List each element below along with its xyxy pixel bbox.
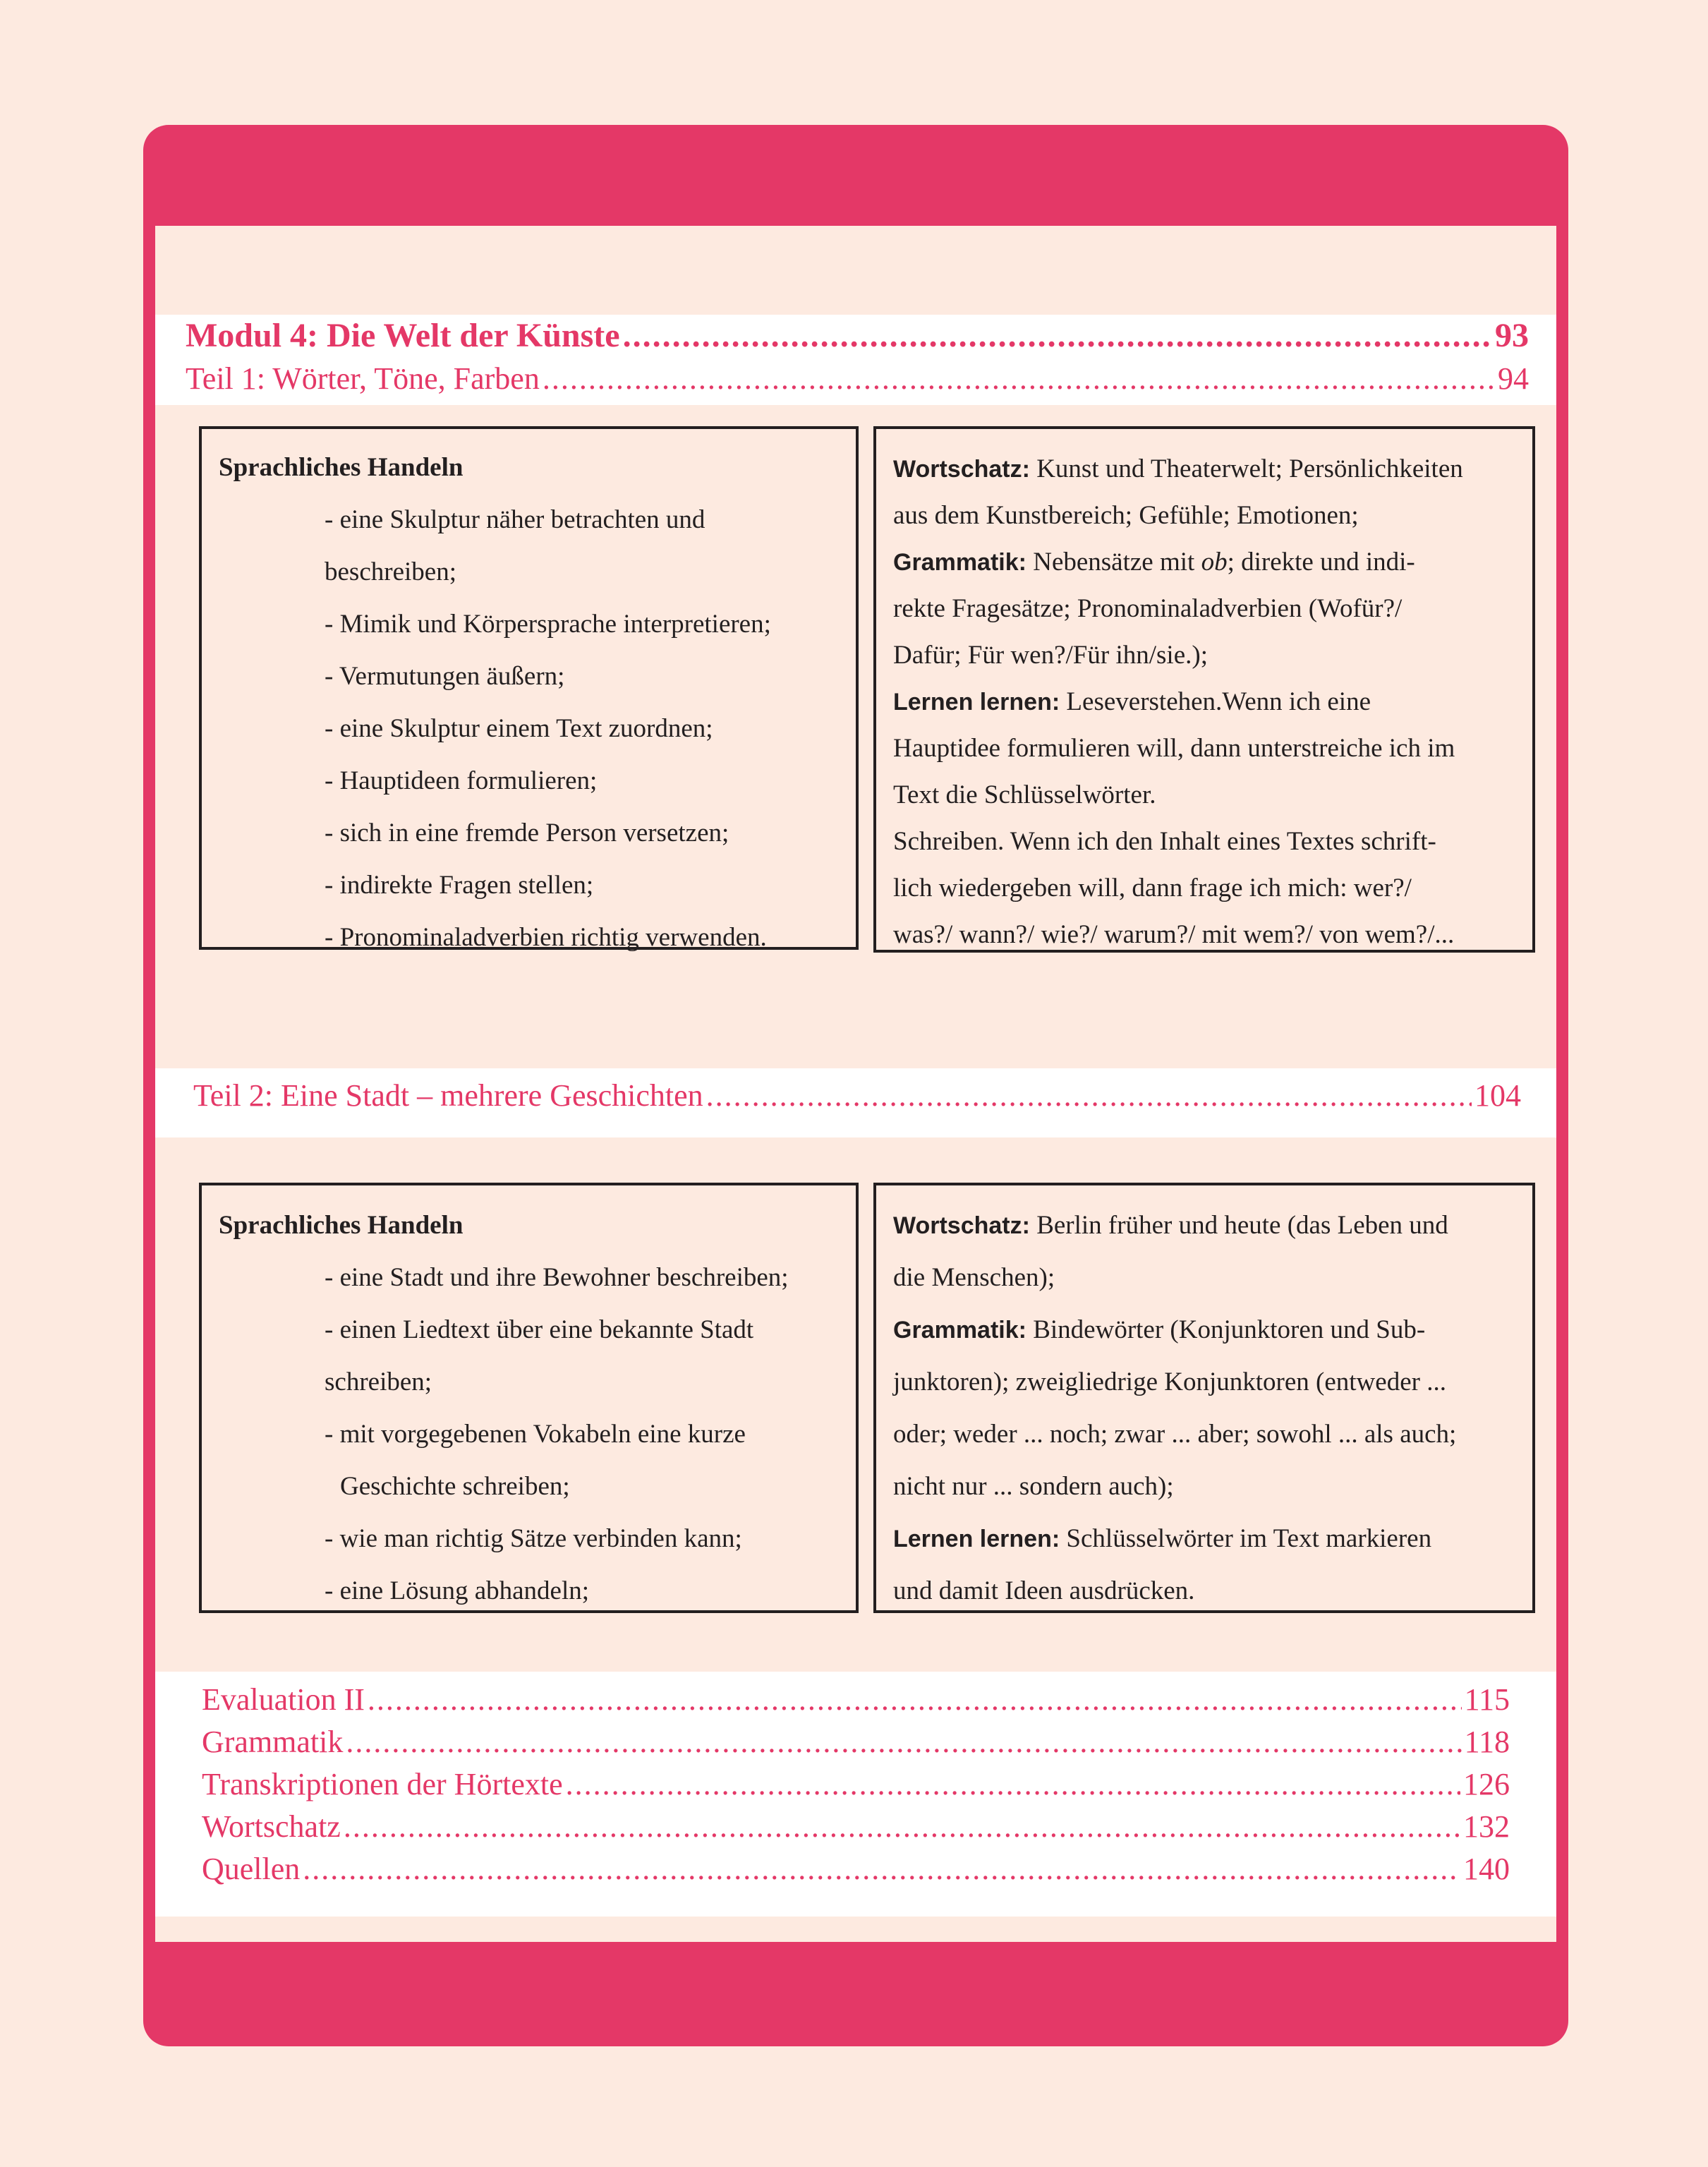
teil2-page: 104: [1474, 1078, 1521, 1113]
section-page: 132: [1463, 1809, 1510, 1844]
list-item: schreiben;: [325, 1368, 432, 1396]
dot-leader: [346, 1724, 1461, 1760]
lernen-label: Lernen lernen:: [893, 689, 1060, 716]
grammatik-label: Grammatik:: [893, 1317, 1026, 1344]
box-heading: Sprachliches Handeln: [219, 453, 464, 482]
teil1-page: 94: [1498, 361, 1529, 396]
teil2-title: Teil 2: Eine Stadt – mehrere Geschichten: [193, 1078, 703, 1113]
lernen-line: [893, 679, 1515, 725]
dot-leader: [543, 361, 1495, 397]
list-item: - eine Skulptur einem Text zuordnen;: [325, 714, 713, 743]
list-item: - eine Stadt und ihre Bewohner beschreiben;: [325, 1263, 789, 1292]
text: Nebensätze mit: [1026, 548, 1201, 577]
section-page: 118: [1464, 1725, 1510, 1759]
text-line: Dafür; Für wen?/Für ihn/sie.);: [893, 641, 1208, 670]
dot-leader: [344, 1809, 1460, 1845]
list-item: - eine Lösung abhandeln;: [325, 1576, 590, 1605]
text: Kunst und Theaterwelt; Persönlichkeiten: [1029, 454, 1463, 483]
dot-leader: [706, 1078, 1472, 1113]
list-item: beschreiben;: [325, 557, 456, 586]
text-line: aus dem Kunstbereich; Gefühle; Emotionen;: [893, 501, 1359, 530]
wortschatz-label: Wortschatz:: [893, 1212, 1030, 1239]
skill-list: [219, 1252, 839, 1617]
list-item: - Vermutungen äußern;: [325, 662, 565, 691]
box-heading: Sprachliches Handeln: [219, 1211, 464, 1240]
toc-end-section[interactable]: [202, 1682, 1510, 1724]
section-page: 115: [1464, 1682, 1510, 1717]
text-line: die Menschen);: [893, 1263, 1055, 1292]
section-title: Evaluation II: [202, 1682, 365, 1717]
list-item: - Pronominaladverbien richtig verwenden.: [325, 923, 767, 952]
list-item: - sich in eine fremde Person versetzen;: [325, 819, 729, 847]
teil2-wortschatz-box: [873, 1183, 1535, 1613]
text: Leseverstehen.Wenn ich eine: [1060, 687, 1371, 716]
text-line: junktoren); zweigliedrige Konjunktoren (entweder ...: [893, 1368, 1446, 1396]
grammatik-line: [893, 539, 1515, 586]
text-line: nicht nur ... sondern auch);: [893, 1472, 1174, 1501]
text-line: und damit Ideen ausdrücken.: [893, 1576, 1195, 1605]
toc-teil1-title[interactable]: [186, 361, 1529, 403]
dot-leader: [566, 1766, 1460, 1802]
list-item: - eine Skulptur näher betrachten und: [325, 505, 705, 534]
module-page: 93: [1495, 317, 1529, 354]
section-title: Quellen: [202, 1852, 301, 1886]
text-line: Text die Schlüsselwörter.: [893, 780, 1156, 809]
toc-end-section[interactable]: [202, 1766, 1510, 1809]
dot-leader: [303, 1851, 1460, 1887]
teil1-wortschatz-box: [873, 426, 1535, 953]
text-line: lich wiedergeben will, dann frage ich mich: wer?/: [893, 874, 1412, 903]
list-item: - Hauptideen formulieren;: [325, 766, 598, 795]
text-line: oder; weder ... noch; zwar ... aber; sowohl ... als auch;: [893, 1420, 1457, 1449]
list-item: - wie man richtig Sätze verbinden kann;: [325, 1524, 742, 1553]
toc-end-section[interactable]: [202, 1809, 1510, 1851]
list-item: - indirekte Fragen stellen;: [325, 871, 594, 900]
toc-teil2-title[interactable]: [193, 1078, 1521, 1120]
lernen-label: Lernen lernen:: [893, 1526, 1060, 1552]
dot-leader: [623, 316, 1492, 355]
text: Bindewörter (Konjunktoren und Sub-: [1026, 1315, 1426, 1344]
toc-end-section[interactable]: [202, 1724, 1510, 1766]
section-page: 126: [1463, 1767, 1510, 1801]
toc-module-title[interactable]: [186, 316, 1529, 358]
text-line: Schreiben. Wenn ich den Inhalt eines Textes schrift-: [893, 827, 1436, 856]
list-item: Geschichte schreiben;: [340, 1472, 570, 1501]
grammatik-label: Grammatik:: [893, 549, 1026, 576]
grammatik-line: [893, 1304, 1515, 1356]
section-title: Wortschatz: [202, 1809, 341, 1844]
skill-list: [219, 494, 839, 964]
text: Berlin früher und heute (das Leben und: [1029, 1211, 1448, 1240]
text-line: rekte Fragesätze; Pronominaladverbien (Wofür?/: [893, 594, 1403, 623]
text: ; direkte und indi-: [1227, 548, 1415, 577]
text: Schlüsselwörter im Text markieren: [1060, 1524, 1432, 1553]
teil1-title: Teil 1: Wörter, Töne, Farben: [186, 361, 540, 396]
lernen-line: [893, 1513, 1515, 1565]
dot-leader: [368, 1682, 1462, 1718]
list-item: - einen Liedtext über eine bekannte Stadt: [325, 1315, 754, 1344]
teil1-sprachliches-handeln-box: [199, 426, 859, 950]
list-item: - Mimik und Körpersprache interpretieren;: [325, 610, 771, 639]
list-item: - mit vorgegebenen Vokabeln eine kurze: [325, 1420, 746, 1449]
toc-end-section[interactable]: [202, 1851, 1510, 1893]
wortschatz-label: Wortschatz:: [893, 456, 1030, 483]
module-title: Modul 4: Die Welt der Künste: [186, 317, 620, 354]
teil2-sprachliches-handeln-box: [199, 1183, 859, 1613]
section-title: Transkriptionen der Hörtexte: [202, 1767, 563, 1801]
wortschatz-line: [893, 446, 1515, 493]
text-line: was?/ wann?/ wie?/ warum?/ mit wem?/ von wem?/...: [893, 920, 1455, 949]
section-title: Grammatik: [202, 1725, 344, 1759]
section-page: 140: [1463, 1852, 1510, 1886]
text-italic: ob: [1201, 548, 1228, 577]
wortschatz-line: [893, 1200, 1515, 1252]
text-line: Hauptidee formulieren will, dann unterstreiche ich im: [893, 734, 1455, 763]
